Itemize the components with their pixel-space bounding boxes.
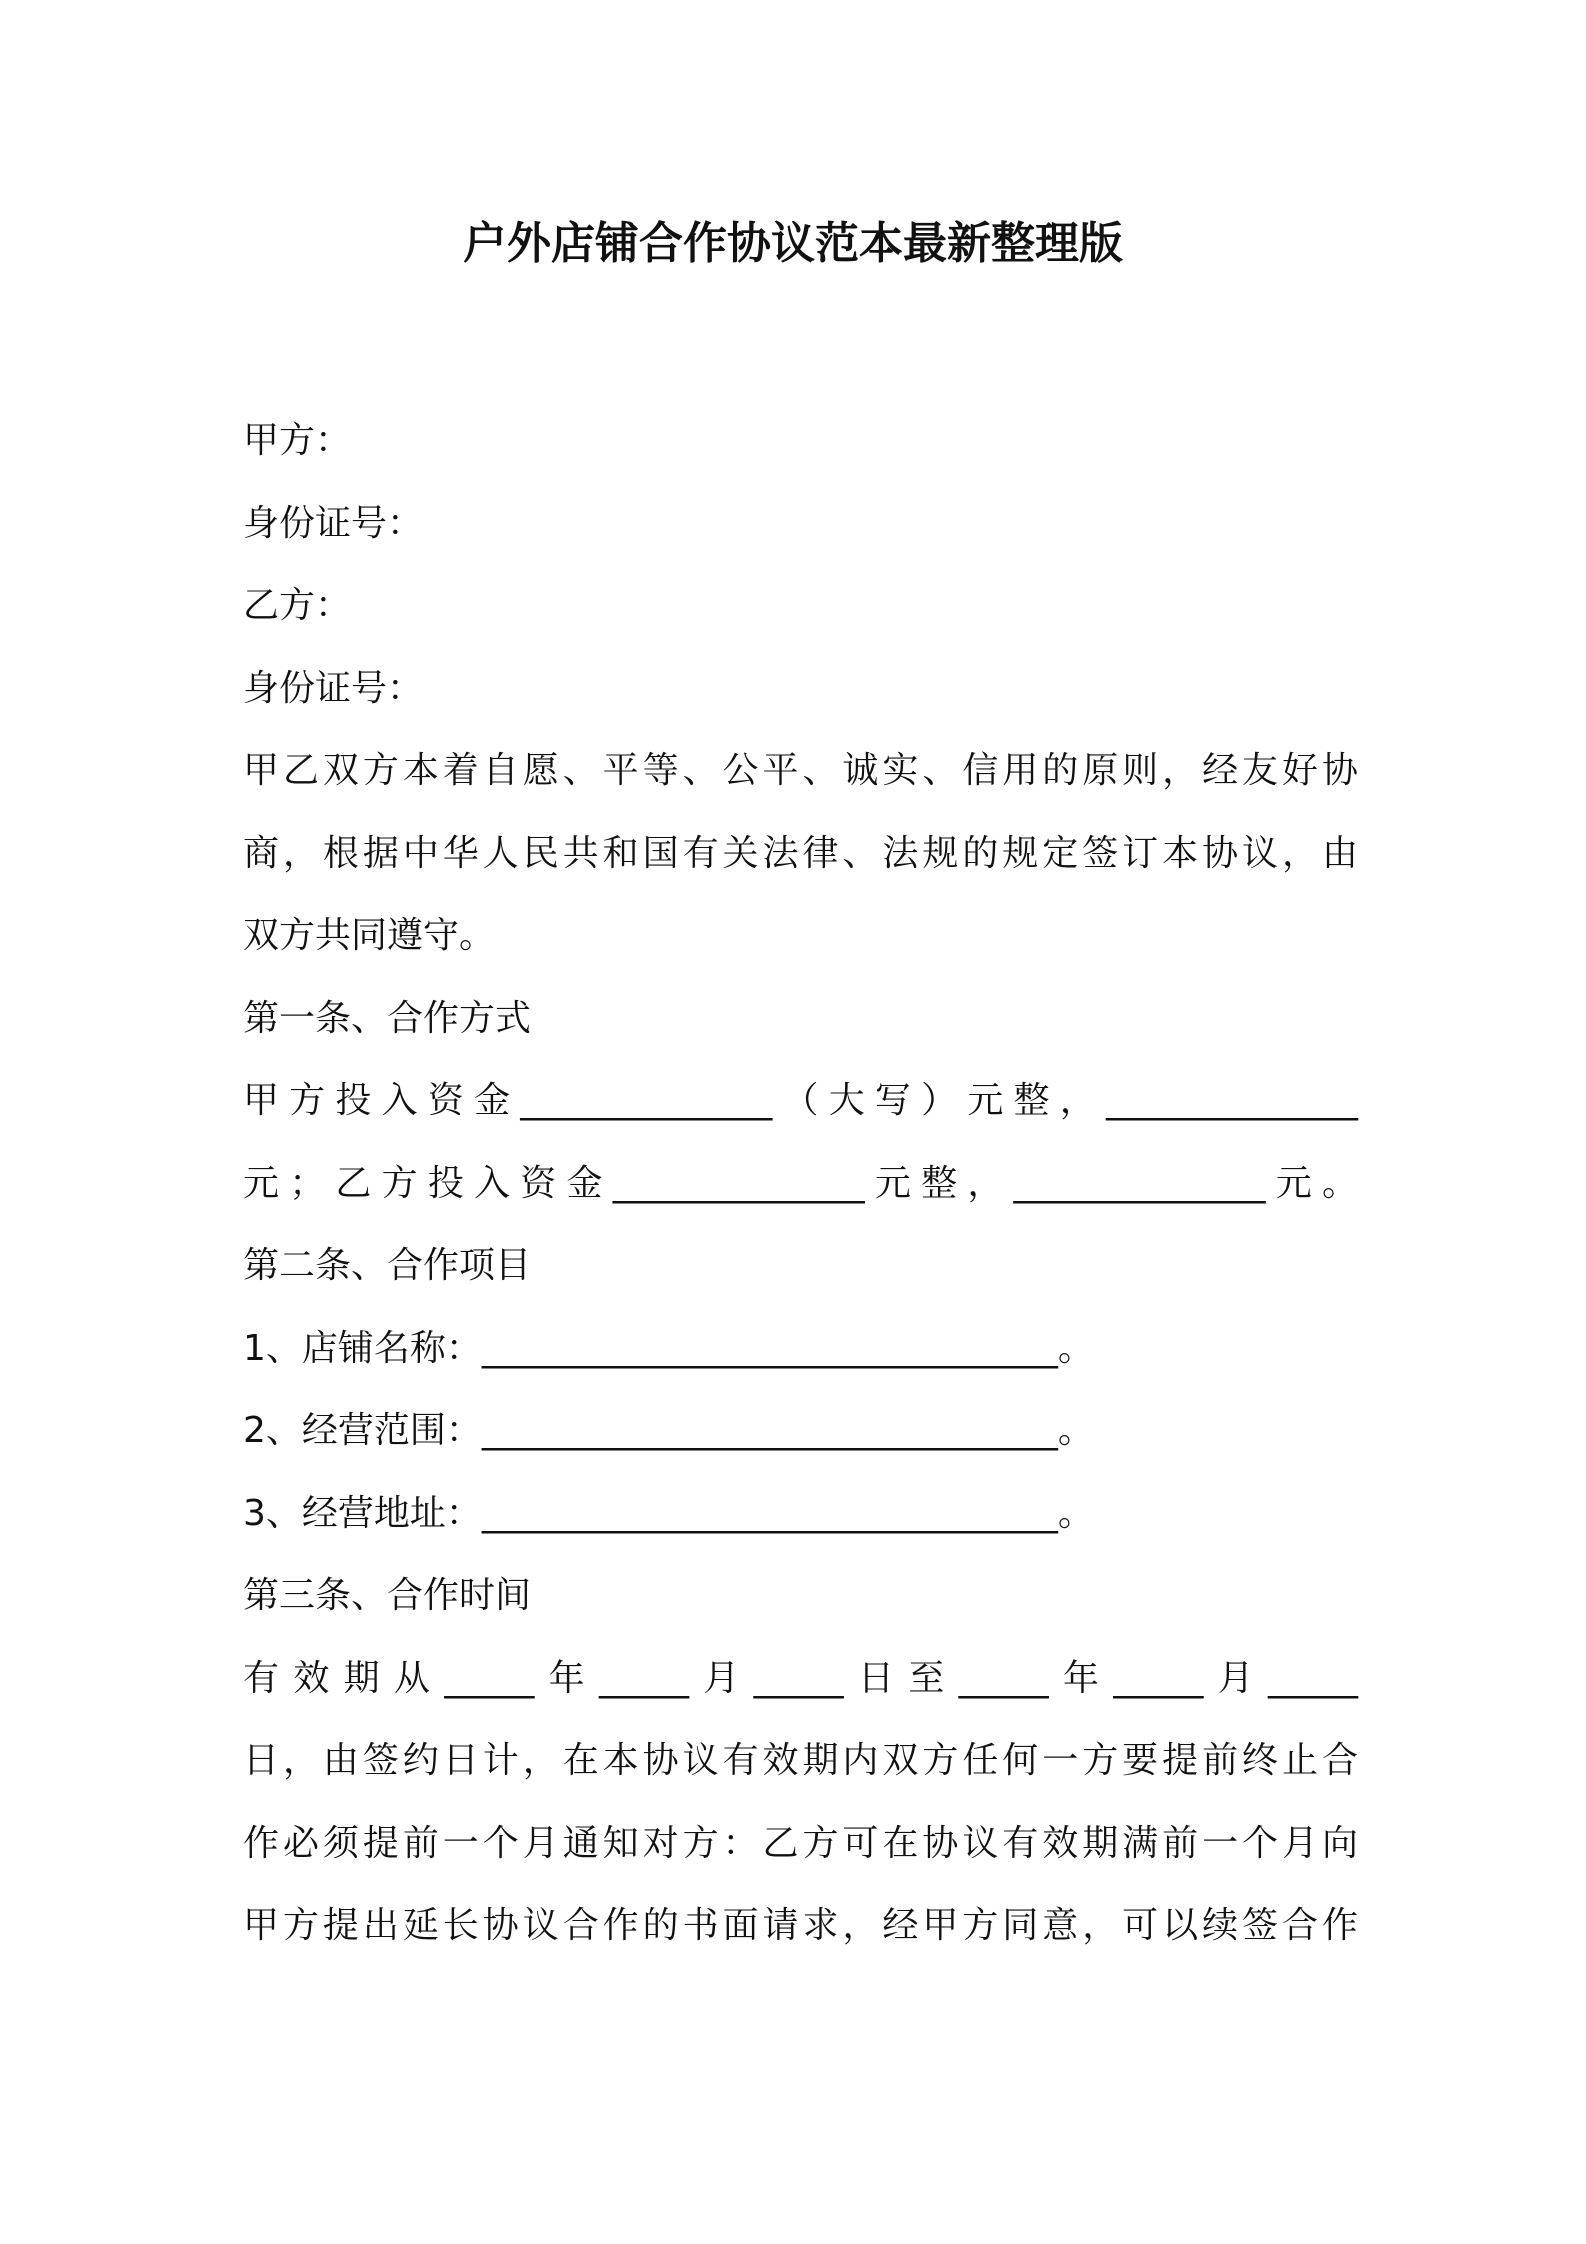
party-b-field: 乙方： [243, 585, 352, 626]
party-a-field: 甲方： [243, 420, 352, 461]
preamble-line: 商，根据中华人民共和国有关法律、法规的规定签订本协议，由 [243, 832, 1358, 874]
article-3-paragraph [243, 1638, 1358, 1968]
document-title: 户外店铺合作协议范本最新整理版 [463, 218, 1123, 269]
article-1-paragraph [243, 1060, 1358, 1225]
party-b-id-field: 身份证号： [243, 667, 424, 709]
business-scope-item: 2、经营范围：________________________________。 [243, 1410, 1094, 1451]
store-name-item: 1、店铺名称：________________________________。 [243, 1327, 1094, 1369]
party-a-id-field: 身份证号： [243, 502, 424, 544]
preamble-line: 甲乙双方本着自愿、平等、公平、诚实、信用的原则，经友好协 [243, 750, 1358, 791]
business-address-item: 3、经营地址：________________________________。 [243, 1492, 1094, 1534]
document-body [243, 400, 1358, 1968]
article-3-line: 日，由签约日计，在本协议有效期内双方任何一方要提前终止合 [243, 1740, 1358, 1781]
article-3-heading: 第三条、合作时间 [243, 1575, 532, 1616]
article-3-line: 作必须提前一个月通知对方：乙方可在协议有效期满前一个月向 [243, 1822, 1358, 1864]
preamble-paragraph [243, 730, 1358, 978]
article-3-line: 甲方提出延长协议合作的书面请求，经甲方同意，可以续签合作 [243, 1905, 1358, 1946]
article-3-line: 有效期从_____年_____月_____日至_____年_____月_____ [243, 1657, 1358, 1699]
article-1-line: 甲方投入资金______________（大写）元整，______________ [243, 1080, 1358, 1121]
article-1-heading: 第一条、合作方式 [243, 997, 532, 1039]
article-2-heading: 第二条、合作项目 [243, 1245, 532, 1286]
preamble-line: 双方共同遵守。 [243, 915, 496, 956]
article-1-line: 元；乙方投入资金______________元整，______________元。 [243, 1162, 1358, 1204]
